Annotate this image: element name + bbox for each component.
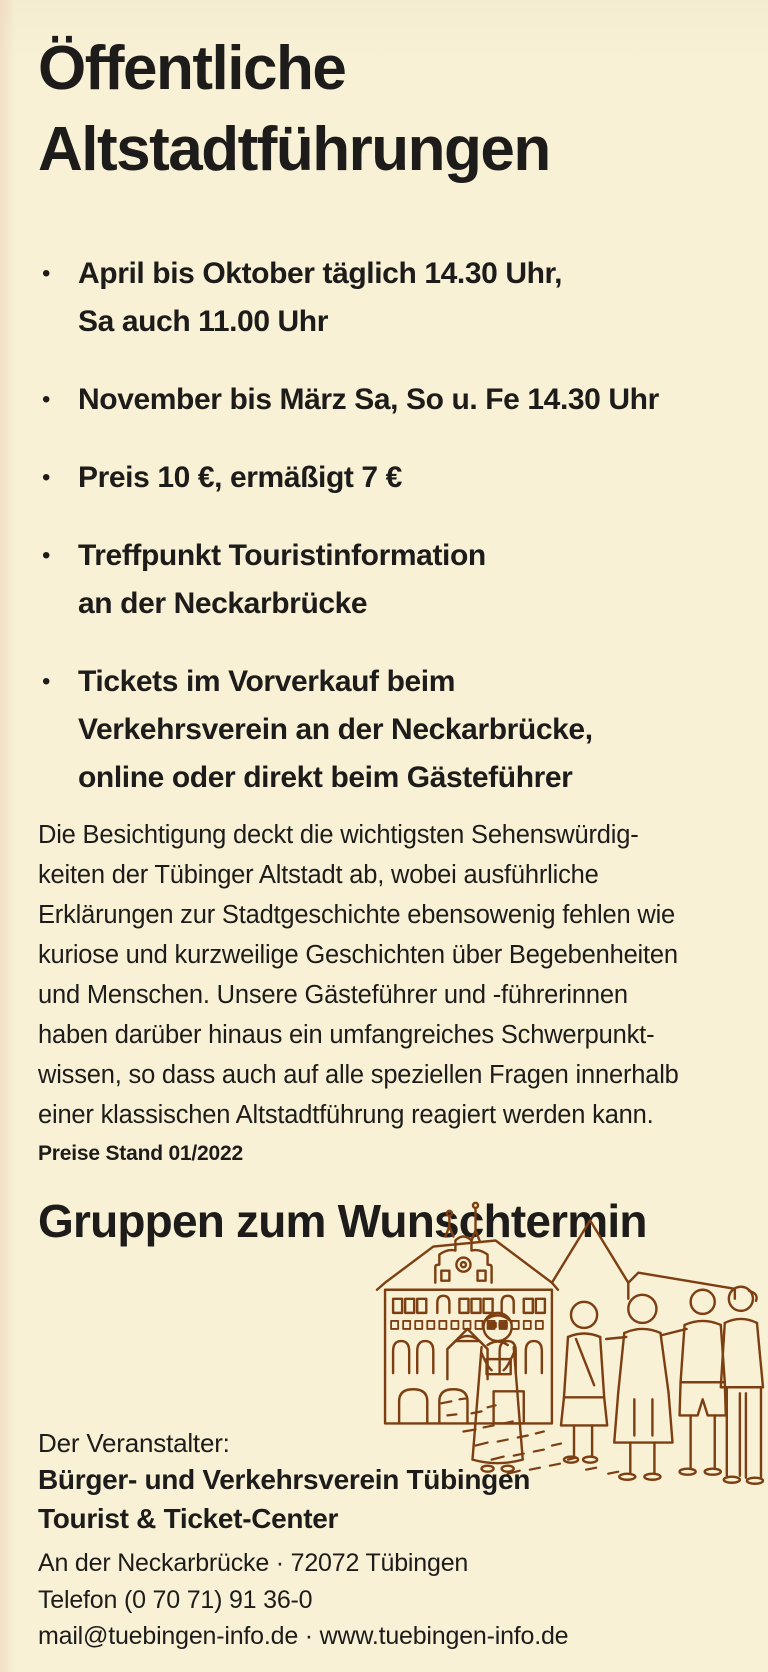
- tourist-figure: [606, 1295, 672, 1480]
- title-line-2: Altstadtführungen: [38, 115, 550, 184]
- title-line-1: Öffentliche: [38, 34, 346, 103]
- organizer-block: [38, 1426, 530, 1538]
- email-web-line: mail@tuebingen-info.de · www.tuebingen-info.de: [38, 1622, 569, 1650]
- paragraph-line: keiten der Tübinger Altstadt ab, wobei ausführliche: [38, 861, 599, 889]
- tour-info-list: [40, 250, 738, 832]
- town-hall-roof: [377, 1241, 558, 1290]
- contact-block: [38, 1545, 568, 1655]
- spire: [471, 1208, 479, 1240]
- list-item-tickets: [40, 658, 738, 802]
- gable-clock-center: [461, 1262, 466, 1267]
- paragraph-line: kuriose und kurzweilige Geschichten über Begebenheiten: [38, 941, 678, 969]
- bullet-icon: •: [42, 386, 51, 413]
- list-item-schedule-winter: [40, 376, 738, 424]
- paragraph-line: einer klassischen Altstadtführung reagiert werden kann.: [38, 1101, 654, 1129]
- bullet-line: Treffpunkt Touristinformation: [78, 539, 486, 572]
- pointed-roof: [552, 1220, 628, 1298]
- bullet-line: Sa auch 11.00 Uhr: [78, 305, 329, 338]
- bullet-line: online oder direkt beim Gästeführer: [78, 761, 573, 794]
- spire: [445, 1216, 453, 1236]
- bullet-line: April bis Oktober täglich 14.30 Uhr,: [78, 257, 563, 290]
- frieze-squares: [391, 1321, 543, 1329]
- price-note: Preise Stand 01/2022: [38, 1142, 243, 1165]
- bullet-line: Verkehrsverein an der Neckarbrücke,: [78, 713, 593, 746]
- door-arch: [439, 1389, 467, 1423]
- paragraph-line: wissen, so dass auch auf alle speziellen Fragen innerhalb: [38, 1061, 679, 1089]
- description-paragraph: [38, 815, 679, 1135]
- tourist-figure: [721, 1287, 763, 1484]
- organizer-name: Tourist & Ticket-Center: [38, 1503, 339, 1534]
- tourist-figure: [561, 1302, 607, 1463]
- bullet-line: November bis März Sa, So u. Fe 14.30 Uhr: [78, 383, 659, 416]
- paragraph-line: Erklärungen zur Stadtgeschichte ebensowenig fehlen wie: [38, 901, 676, 929]
- list-item-schedule-summer: [40, 250, 738, 346]
- bullet-icon: •: [42, 542, 51, 569]
- bullet-icon: •: [42, 260, 51, 287]
- paragraph-line: und Menschen. Unsere Gästeführer und -führerinnen: [38, 981, 628, 1009]
- bullet-line: an der Neckarbrücke: [78, 587, 368, 620]
- gable-window: [478, 1271, 486, 1281]
- paragraph-line: Die Besichtigung deckt die wichtigsten Sehenswürdig-: [38, 821, 639, 849]
- door-arch: [399, 1389, 427, 1423]
- bullet-line: Tickets im Vorverkauf beim: [78, 665, 455, 698]
- address-line: An der Neckarbrücke · 72072 Tübingen: [38, 1549, 469, 1577]
- page-title: [38, 28, 550, 190]
- phone-line: Telefon (0 70 71) 91 36-0: [38, 1585, 313, 1614]
- organizer-label: Der Veranstalter:: [38, 1428, 230, 1458]
- list-item-meeting-point: [40, 532, 738, 628]
- paragraph-line: haben darüber hinaus ein umfangreiches Schwerpunkt-: [38, 1021, 655, 1049]
- gable-clock: [456, 1258, 470, 1272]
- groups-heading: Gruppen zum Wunschtermin: [38, 1195, 647, 1247]
- gable-window: [441, 1271, 449, 1281]
- list-item-price: [40, 454, 738, 502]
- bullet-icon: •: [42, 464, 51, 491]
- bullet-icon: •: [42, 668, 51, 695]
- bullet-line: Preis 10 €, ermäßigt 7 €: [78, 461, 402, 494]
- tourist-figure: [662, 1290, 725, 1475]
- organizer-name: Bürger- und Verkehrsverein Tübingen: [38, 1464, 531, 1495]
